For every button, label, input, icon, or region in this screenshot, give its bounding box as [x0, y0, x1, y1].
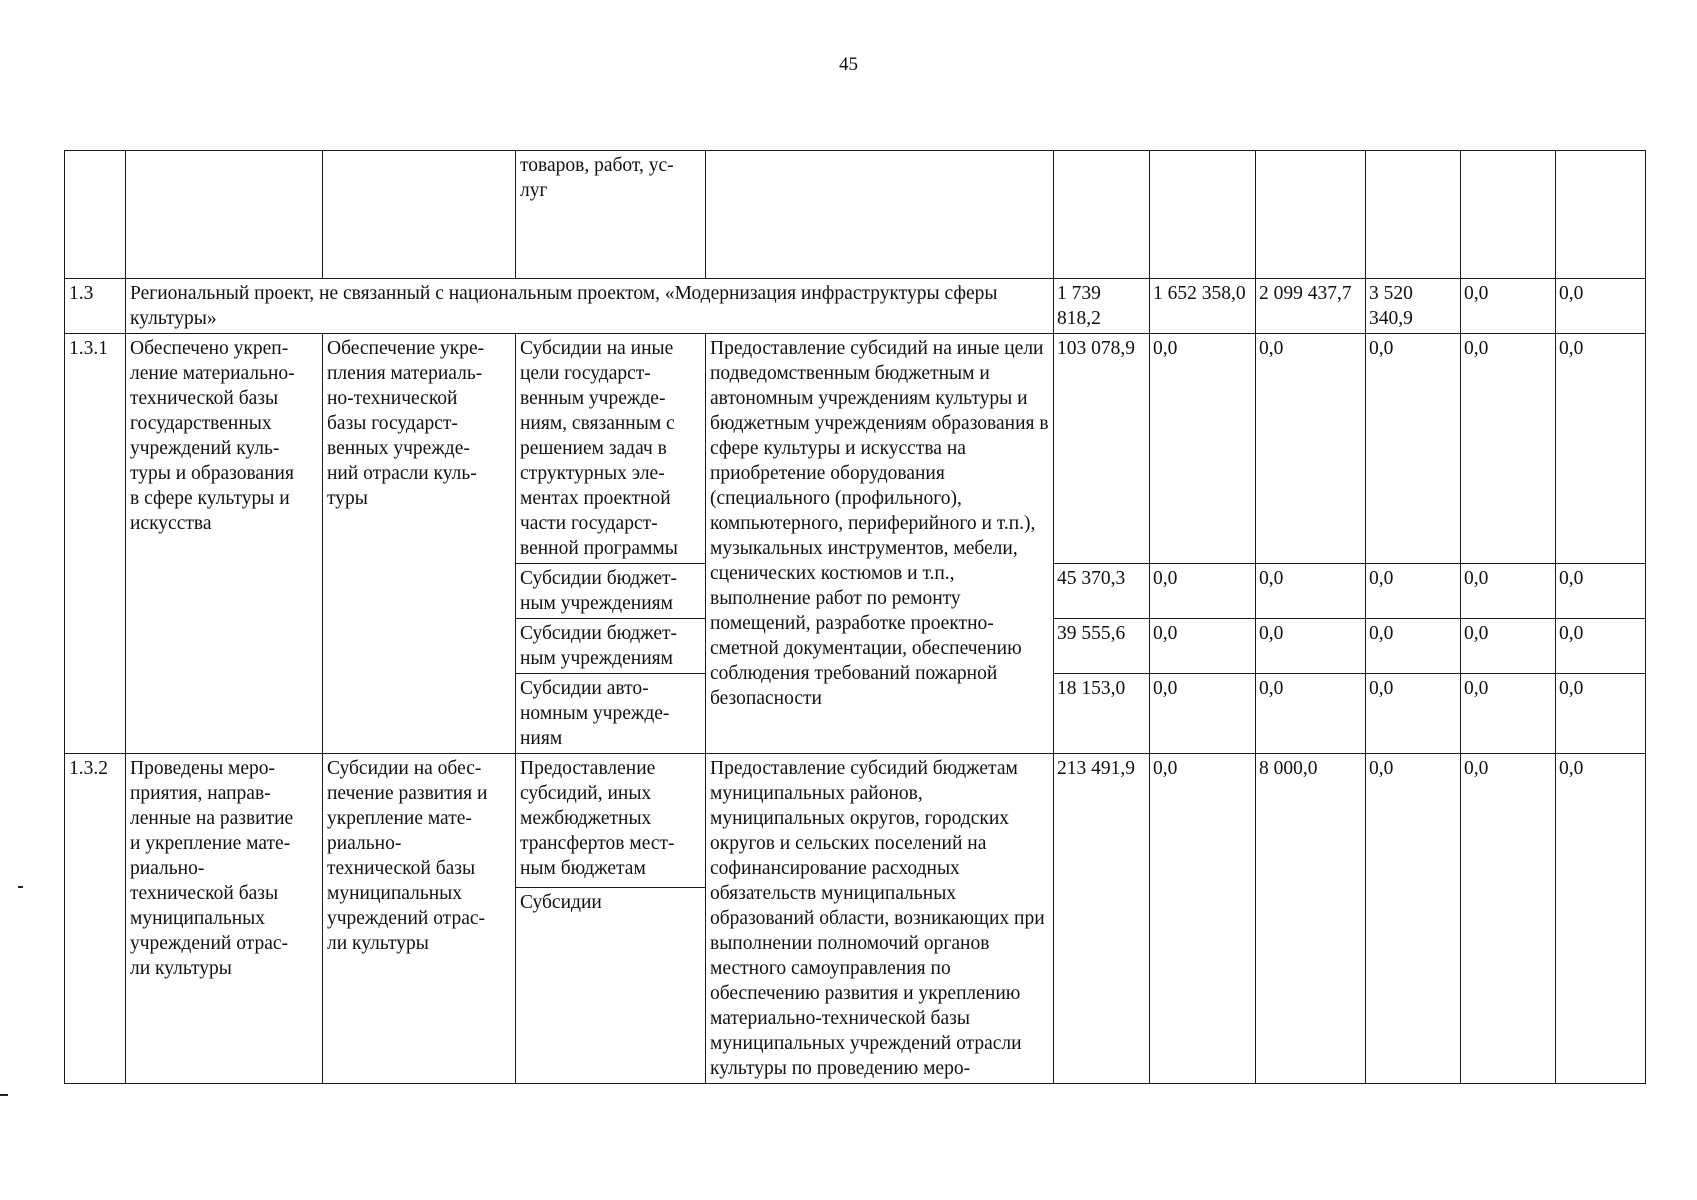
scan-artifact — [18, 886, 23, 888]
value-cell: 8 000,0 — [1256, 754, 1366, 1084]
value-cell: 2 099 437,7 — [1256, 279, 1366, 334]
scan-artifact — [0, 1094, 8, 1096]
value-cell: 0,0 — [1461, 674, 1556, 754]
value-cell: 0,0 — [1556, 619, 1646, 674]
value-cell: 0,0 — [1556, 564, 1646, 619]
description-cell: Предоставление субсидий на иные цели подведомственным бюджетным и автономным учреждениям культуры и бюджетным учреждениям образования в сфере культуры и искусства на приобретение оборудования (специального (профильного), компьютерного, периферийного и т.п.), музыкальных инструментов, мебели, сценических костюмов и т.п., выполнение работ по ремонту помещений, разработке проектно-сметной документации, обеспечению соблюдения требований пожарной безопасности — [706, 334, 1054, 754]
value-cell: 0,0 — [1556, 334, 1646, 564]
value-cell: 0,0 — [1461, 754, 1556, 1084]
event-cell: Субсидии на обес- печение развития и укрепление мате- риально- технической базы муниципальных учреждений отрас- ли культуры — [323, 754, 516, 1084]
expense-type-cell: Предоставление субсидий, иных межбюджетных трансфертов мест- ным бюджетам — [516, 754, 706, 888]
table-row-1-3 — [65, 279, 1646, 334]
table-row-1-3-1 — [65, 334, 1646, 564]
project-title: Региональный проект, не связанный с национальным проектом, «Модернизация инфраструктуры сферы культуры» — [126, 279, 1054, 334]
cell-empty — [1150, 151, 1256, 279]
value-cell: 45 370,3 — [1054, 564, 1150, 619]
value-cell: 0,0 — [1556, 754, 1646, 1084]
expense-type-cell: Субсидии авто- номным учрежде- ниям — [516, 674, 706, 754]
value-cell: 0,0 — [1556, 674, 1646, 754]
expense-type-cell: Субсидии на иные цели государст- венным учрежде- ниям, связанным с решением задач в структурных эле- ментах проектной части государст- венной программы — [516, 334, 706, 564]
value-cell: 0,0 — [1150, 334, 1256, 564]
value-cell: 39 555,6 — [1054, 619, 1150, 674]
expense-type-cell: Субсидии — [516, 888, 706, 1084]
value-cell: 0,0 — [1150, 754, 1256, 1084]
table-row-continued — [65, 151, 1646, 279]
value-cell: 0,0 — [1366, 619, 1461, 674]
value-cell: 0,0 — [1150, 564, 1256, 619]
description-cell: Предоставление субсидий бюджетам муниципальных районов, муниципальных округов, городских округов и сельских поселений на софинансирование расходных обязательств муниципальных образований области, возникающих при выполнении полномочий органов местного самоуправления по обеспечению развития и укреплению материально-технической базы муниципальных учреждений отрасли культуры по проведению меро- — [706, 754, 1054, 1084]
expense-type-cell: Субсидии бюджет- ным учреждениям — [516, 564, 706, 619]
value-cell: 0,0 — [1461, 334, 1556, 564]
cell-empty — [1556, 151, 1646, 279]
value-cell: 0,0 — [1366, 334, 1461, 564]
task-cell: Проведены меро- приятия, направ- ленные на развитие и укрепление мате- риально- технической базы муниципальных учреждений отрас- ли культуры — [126, 754, 323, 1084]
value-cell: 0,0 — [1256, 674, 1366, 754]
cell-empty — [1054, 151, 1150, 279]
value-cell: 0,0 — [1461, 279, 1556, 334]
expense-type-cell: Субсидии бюджет- ным учреждениям — [516, 619, 706, 674]
value-cell: 0,0 — [1256, 619, 1366, 674]
value-cell: 0,0 — [1256, 334, 1366, 564]
value-cell: 0,0 — [1150, 674, 1256, 754]
value-cell: 3 520 340,9 — [1366, 279, 1461, 334]
value-cell: 0,0 — [1461, 619, 1556, 674]
row-code: 1.3 — [65, 279, 126, 334]
cell-empty — [126, 151, 323, 279]
value-cell: 0,0 — [1256, 564, 1366, 619]
table-row-1-3-2 — [65, 754, 1646, 888]
value-cell: 1 652 358,0 — [1150, 279, 1256, 334]
cell-empty — [706, 151, 1054, 279]
event-cell: Обеспечение укре- пления материаль- но-технической базы государст- венных учрежде- ний отрасли куль- туры — [323, 334, 516, 754]
row-code: 1.3.1 — [65, 334, 126, 754]
value-cell: 0,0 — [1461, 564, 1556, 619]
value-cell: 0,0 — [1150, 619, 1256, 674]
value-cell: 103 078,9 — [1054, 334, 1150, 564]
page-number: 45 — [839, 54, 858, 75]
cell-empty — [1461, 151, 1556, 279]
cell-empty — [1366, 151, 1461, 279]
budget-table — [64, 150, 1646, 1084]
value-cell: 1 739 818,2 — [1054, 279, 1150, 334]
row-code: 1.3.2 — [65, 754, 126, 1084]
value-cell: 0,0 — [1556, 279, 1646, 334]
value-cell: 18 153,0 — [1054, 674, 1150, 754]
value-cell: 0,0 — [1366, 754, 1461, 1084]
value-cell: 0,0 — [1366, 564, 1461, 619]
cell-empty — [323, 151, 516, 279]
task-cell: Обеспечено укреп- ление материально- технической базы государственных учреждений куль- туры и образования в сфере культуры и искусства — [126, 334, 323, 754]
cell-empty — [65, 151, 126, 279]
cell-empty — [1256, 151, 1366, 279]
value-cell: 213 491,9 — [1054, 754, 1150, 1084]
cell-indicator-tail: товаров, работ, ус- луг — [516, 151, 706, 279]
value-cell: 0,0 — [1366, 674, 1461, 754]
